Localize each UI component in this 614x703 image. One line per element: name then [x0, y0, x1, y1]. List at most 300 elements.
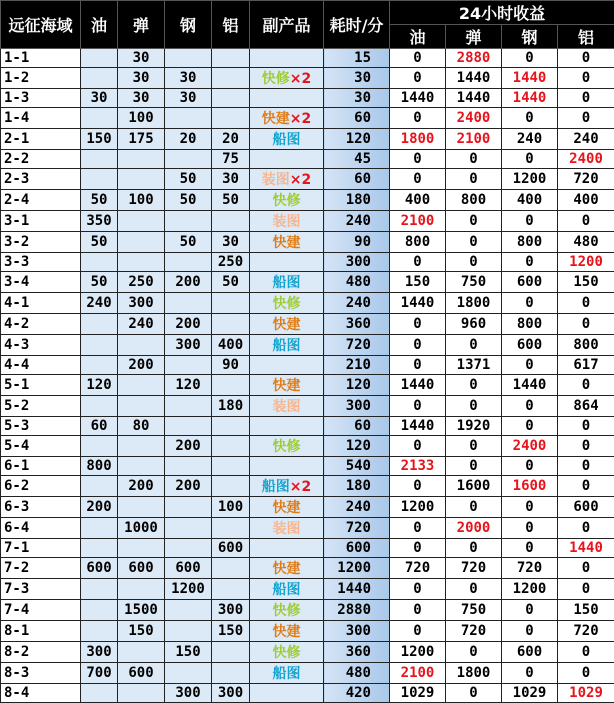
cell-steel: 50: [165, 232, 212, 253]
cell-zone: 2-2: [1, 150, 81, 169]
cell-steel: [165, 150, 212, 169]
cell-byproduct: [250, 356, 324, 375]
cell-byproduct: [250, 49, 324, 68]
cell-zone: 1-4: [1, 108, 81, 129]
cell-steel: 300: [165, 335, 212, 356]
cell-time: 240: [324, 497, 390, 518]
cell-ammo: [118, 169, 165, 190]
cell-zone: 8-1: [1, 621, 81, 642]
table-row: [1, 518, 614, 539]
table-row: [1, 232, 614, 253]
cell-bauxite: 50: [212, 190, 250, 211]
cell-income-bauxite: 240: [558, 129, 614, 150]
cell-byproduct: [250, 190, 324, 211]
cell-income-bauxite: 0: [558, 293, 614, 314]
cell-income-steel: 0: [502, 457, 558, 476]
cell-bauxite: [212, 476, 250, 497]
cell-time: 2880: [324, 600, 390, 621]
cell-income-steel: 800: [502, 232, 558, 253]
cell-time: 15: [324, 49, 390, 68]
cell-oil: [81, 518, 118, 539]
cell-time: 90: [324, 232, 390, 253]
byproduct-label: 快建: [273, 624, 301, 640]
cell-time: 300: [324, 396, 390, 417]
byproduct-label: 船图: [273, 338, 301, 354]
cell-zone: 1-2: [1, 68, 81, 89]
cell-time: 300: [324, 621, 390, 642]
cell-zone: 3-1: [1, 211, 81, 232]
cell-ammo: 300: [118, 293, 165, 314]
cell-income-bauxite: 0: [558, 642, 614, 663]
cell-zone: 7-2: [1, 558, 81, 579]
byproduct-label: 快修: [273, 439, 301, 455]
byproduct-label: 装图: [262, 172, 290, 188]
cell-oil: [81, 600, 118, 621]
byproduct-label: 快建: [273, 235, 301, 251]
cell-income-oil: 0: [390, 579, 446, 600]
header-bauxite: 铝: [212, 1, 250, 49]
cell-income-ammo: 750: [446, 272, 502, 293]
cell-ammo: 200: [118, 356, 165, 375]
cell-time: 420: [324, 684, 390, 703]
header-oil: 油: [81, 1, 118, 49]
cell-zone: 5-4: [1, 436, 81, 457]
cell-income-steel: 0: [502, 49, 558, 68]
cell-ammo: 600: [118, 663, 165, 684]
cell-time: 1440: [324, 579, 390, 600]
cell-oil: 50: [81, 272, 118, 293]
byproduct-multiplier: ×2: [290, 479, 311, 495]
cell-steel: [165, 417, 212, 436]
cell-oil: [81, 476, 118, 497]
table-row: [1, 684, 614, 703]
cell-oil: [81, 436, 118, 457]
cell-ammo: [118, 457, 165, 476]
cell-income-steel: 0: [502, 417, 558, 436]
cell-byproduct: [250, 232, 324, 253]
cell-income-ammo: 0: [446, 497, 502, 518]
cell-income-oil: 0: [390, 518, 446, 539]
cell-steel: [165, 539, 212, 558]
cell-oil: 800: [81, 457, 118, 476]
cell-ammo: 240: [118, 314, 165, 335]
byproduct-label: 快修: [262, 71, 290, 87]
cell-steel: 1200: [165, 579, 212, 600]
cell-steel: [165, 518, 212, 539]
cell-income-bauxite: 2400: [558, 150, 614, 169]
cell-zone: 2-4: [1, 190, 81, 211]
cell-byproduct: [250, 108, 324, 129]
cell-income-ammo: 0: [446, 232, 502, 253]
cell-income-oil: 1200: [390, 497, 446, 518]
cell-bauxite: [212, 642, 250, 663]
cell-byproduct: [250, 335, 324, 356]
cell-bauxite: [212, 108, 250, 129]
table-row: [1, 663, 614, 684]
cell-bauxite: [212, 436, 250, 457]
cell-bauxite: [212, 211, 250, 232]
cell-byproduct: [250, 663, 324, 684]
cell-income-oil: 0: [390, 68, 446, 89]
cell-income-bauxite: 0: [558, 663, 614, 684]
cell-byproduct: [250, 89, 324, 108]
byproduct-label: 快修: [273, 645, 301, 661]
cell-steel: 50: [165, 190, 212, 211]
cell-income-steel: 1200: [502, 169, 558, 190]
cell-zone: 1-3: [1, 89, 81, 108]
cell-income-bauxite: 720: [558, 169, 614, 190]
cell-income-steel: 0: [502, 663, 558, 684]
cell-time: 540: [324, 457, 390, 476]
cell-zone: 8-4: [1, 684, 81, 703]
cell-zone: 4-3: [1, 335, 81, 356]
cell-income-ammo: 2100: [446, 129, 502, 150]
cell-income-oil: 0: [390, 49, 446, 68]
cell-income-steel: 0: [502, 600, 558, 621]
cell-income-ammo: 2880: [446, 49, 502, 68]
cell-income-ammo: 720: [446, 621, 502, 642]
byproduct-label: 装图: [273, 214, 301, 230]
cell-income-bauxite: 0: [558, 558, 614, 579]
table-row: [1, 375, 614, 396]
cell-zone: 8-2: [1, 642, 81, 663]
cell-zone: 7-4: [1, 600, 81, 621]
cell-income-ammo: 1440: [446, 89, 502, 108]
cell-income-bauxite: 0: [558, 89, 614, 108]
header-income-ammo: 弹: [446, 25, 502, 49]
cell-time: 600: [324, 539, 390, 558]
cell-byproduct: [250, 375, 324, 396]
cell-bauxite: [212, 663, 250, 684]
table-row: [1, 293, 614, 314]
byproduct-label: 船图: [273, 666, 301, 682]
cell-income-bauxite: 600: [558, 497, 614, 518]
cell-income-bauxite: 480: [558, 232, 614, 253]
table-row: [1, 558, 614, 579]
cell-ammo: [118, 497, 165, 518]
table-row: [1, 457, 614, 476]
cell-income-bauxite: 1200: [558, 253, 614, 272]
cell-ammo: 200: [118, 476, 165, 497]
cell-oil: [81, 579, 118, 600]
byproduct-label: 快建: [273, 500, 301, 516]
byproduct-label: 船图: [273, 132, 301, 148]
cell-byproduct: [250, 642, 324, 663]
cell-income-oil: 1440: [390, 375, 446, 396]
cell-income-oil: 0: [390, 169, 446, 190]
table-row: [1, 211, 614, 232]
table-row: [1, 272, 614, 293]
cell-steel: 200: [165, 314, 212, 335]
cell-zone: 5-3: [1, 417, 81, 436]
cell-zone: 3-3: [1, 253, 81, 272]
cell-zone: 3-4: [1, 272, 81, 293]
cell-income-steel: 240: [502, 129, 558, 150]
cell-income-ammo: 0: [446, 642, 502, 663]
cell-bauxite: 150: [212, 621, 250, 642]
byproduct-multiplier: ×2: [290, 111, 311, 127]
cell-oil: [81, 49, 118, 68]
cell-income-steel: 600: [502, 642, 558, 663]
cell-steel: [165, 356, 212, 375]
table-row: [1, 253, 614, 272]
cell-bauxite: 75: [212, 150, 250, 169]
cell-ammo: [118, 335, 165, 356]
cell-ammo: [118, 684, 165, 703]
cell-income-bauxite: 720: [558, 621, 614, 642]
cell-steel: [165, 600, 212, 621]
cell-oil: 120: [81, 375, 118, 396]
cell-income-bauxite: 400: [558, 190, 614, 211]
cell-income-ammo: 0: [446, 457, 502, 476]
cell-ammo: [118, 211, 165, 232]
cell-oil: [81, 684, 118, 703]
cell-income-bauxite: 0: [558, 436, 614, 457]
cell-income-steel: 1200: [502, 579, 558, 600]
table-row: [1, 396, 614, 417]
cell-oil: [81, 539, 118, 558]
cell-income-bauxite: 1440: [558, 539, 614, 558]
cell-oil: 350: [81, 211, 118, 232]
cell-zone: 2-3: [1, 169, 81, 190]
cell-income-oil: 1800: [390, 129, 446, 150]
header-income-bauxite: 铝: [558, 25, 614, 49]
cell-steel: 600: [165, 558, 212, 579]
table-row: [1, 150, 614, 169]
cell-income-ammo: 720: [446, 558, 502, 579]
cell-zone: 2-1: [1, 129, 81, 150]
cell-income-steel: 0: [502, 150, 558, 169]
header-steel: 钢: [165, 1, 212, 49]
cell-time: 60: [324, 417, 390, 436]
table-row: [1, 497, 614, 518]
cell-oil: [81, 150, 118, 169]
table-row: [1, 190, 614, 211]
cell-bauxite: 90: [212, 356, 250, 375]
cell-byproduct: [250, 621, 324, 642]
byproduct-label: 船图: [262, 479, 290, 495]
cell-oil: [81, 68, 118, 89]
cell-income-bauxite: 0: [558, 417, 614, 436]
cell-steel: 150: [165, 642, 212, 663]
cell-income-oil: 0: [390, 335, 446, 356]
cell-time: 30: [324, 68, 390, 89]
cell-ammo: 30: [118, 49, 165, 68]
cell-oil: 700: [81, 663, 118, 684]
table-row: [1, 417, 614, 436]
cell-income-ammo: 0: [446, 150, 502, 169]
cell-income-ammo: 1920: [446, 417, 502, 436]
cell-income-oil: 1440: [390, 417, 446, 436]
cell-income-ammo: 0: [446, 436, 502, 457]
cell-income-steel: 1600: [502, 476, 558, 497]
cell-steel: [165, 663, 212, 684]
cell-zone: 8-3: [1, 663, 81, 684]
cell-income-steel: 600: [502, 335, 558, 356]
byproduct-label: 快建: [262, 111, 290, 127]
cell-income-ammo: 0: [446, 211, 502, 232]
cell-byproduct: [250, 272, 324, 293]
cell-income-steel: 600: [502, 272, 558, 293]
cell-oil: [81, 396, 118, 417]
cell-ammo: 80: [118, 417, 165, 436]
cell-bauxite: [212, 68, 250, 89]
header-byproduct: 副产品: [250, 1, 324, 49]
cell-byproduct: [250, 684, 324, 703]
cell-income-oil: 0: [390, 108, 446, 129]
cell-zone: 6-2: [1, 476, 81, 497]
cell-time: 240: [324, 293, 390, 314]
byproduct-multiplier: ×2: [290, 172, 311, 188]
table-row: [1, 68, 614, 89]
cell-byproduct: [250, 600, 324, 621]
cell-steel: 30: [165, 68, 212, 89]
cell-income-bauxite: 0: [558, 49, 614, 68]
byproduct-label: 快建: [273, 317, 301, 333]
cell-byproduct: [250, 417, 324, 436]
byproduct-label: 快修: [273, 193, 301, 209]
cell-ammo: [118, 232, 165, 253]
cell-oil: [81, 356, 118, 375]
cell-ammo: 100: [118, 190, 165, 211]
cell-income-ammo: 1800: [446, 293, 502, 314]
cell-income-oil: 0: [390, 396, 446, 417]
cell-income-bauxite: 0: [558, 579, 614, 600]
cell-byproduct: [250, 169, 324, 190]
cell-bauxite: 180: [212, 396, 250, 417]
cell-ammo: [118, 150, 165, 169]
table-row: [1, 436, 614, 457]
cell-time: 720: [324, 518, 390, 539]
cell-zone: 6-1: [1, 457, 81, 476]
cell-byproduct: [250, 129, 324, 150]
cell-oil: 30: [81, 89, 118, 108]
cell-income-bauxite: 0: [558, 457, 614, 476]
cell-income-bauxite: 0: [558, 314, 614, 335]
table-header: [1, 1, 614, 49]
cell-ammo: [118, 375, 165, 396]
cell-zone: 4-4: [1, 356, 81, 375]
cell-zone: 5-1: [1, 375, 81, 396]
cell-income-steel: 0: [502, 211, 558, 232]
cell-bauxite: [212, 293, 250, 314]
cell-income-oil: 800: [390, 232, 446, 253]
cell-oil: [81, 108, 118, 129]
cell-byproduct: [250, 253, 324, 272]
cell-income-steel: 2400: [502, 436, 558, 457]
cell-income-bauxite: 150: [558, 272, 614, 293]
cell-income-steel: 0: [502, 518, 558, 539]
cell-ammo: 250: [118, 272, 165, 293]
cell-ammo: [118, 579, 165, 600]
cell-income-bauxite: 1029: [558, 684, 614, 703]
cell-income-steel: 0: [502, 621, 558, 642]
byproduct-label: 船图: [273, 275, 301, 291]
cell-bauxite: 400: [212, 335, 250, 356]
cell-oil: 150: [81, 129, 118, 150]
cell-time: 120: [324, 375, 390, 396]
cell-zone: 4-2: [1, 314, 81, 335]
cell-steel: 120: [165, 375, 212, 396]
cell-time: 120: [324, 129, 390, 150]
cell-steel: [165, 108, 212, 129]
cell-bauxite: [212, 89, 250, 108]
cell-income-oil: 150: [390, 272, 446, 293]
cell-steel: 200: [165, 476, 212, 497]
cell-bauxite: 100: [212, 497, 250, 518]
cell-ammo: [118, 436, 165, 457]
table-row: [1, 539, 614, 558]
cell-time: 300: [324, 253, 390, 272]
cell-time: 480: [324, 272, 390, 293]
cell-ammo: 30: [118, 68, 165, 89]
table-row: [1, 49, 614, 68]
cell-income-oil: 1440: [390, 293, 446, 314]
cell-bauxite: [212, 49, 250, 68]
cell-ammo: [118, 396, 165, 417]
cell-byproduct: [250, 211, 324, 232]
cell-ammo: 600: [118, 558, 165, 579]
table-row: [1, 642, 614, 663]
cell-time: 180: [324, 476, 390, 497]
cell-steel: 200: [165, 436, 212, 457]
cell-bauxite: 50: [212, 272, 250, 293]
cell-income-steel: 0: [502, 356, 558, 375]
cell-income-oil: 720: [390, 558, 446, 579]
cell-income-bauxite: 0: [558, 476, 614, 497]
cell-steel: 30: [165, 89, 212, 108]
cell-income-bauxite: 617: [558, 356, 614, 375]
cell-zone: 1-1: [1, 49, 81, 68]
cell-time: 480: [324, 663, 390, 684]
cell-byproduct: [250, 497, 324, 518]
cell-income-bauxite: 864: [558, 396, 614, 417]
cell-income-ammo: 1600: [446, 476, 502, 497]
cell-income-ammo: 2400: [446, 108, 502, 129]
cell-income-steel: 800: [502, 314, 558, 335]
cell-time: 60: [324, 108, 390, 129]
cell-income-oil: 1029: [390, 684, 446, 703]
header-income-steel: 钢: [502, 25, 558, 49]
cell-income-oil: 0: [390, 539, 446, 558]
cell-time: 240: [324, 211, 390, 232]
cell-steel: [165, 396, 212, 417]
cell-byproduct: [250, 314, 324, 335]
table-row: [1, 335, 614, 356]
cell-steel: 300: [165, 684, 212, 703]
cell-oil: [81, 621, 118, 642]
cell-income-bauxite: 0: [558, 518, 614, 539]
cell-time: 1200: [324, 558, 390, 579]
cell-steel: [165, 49, 212, 68]
cell-bauxite: 30: [212, 232, 250, 253]
cell-zone: 7-1: [1, 539, 81, 558]
byproduct-label: 快建: [273, 561, 301, 577]
cell-income-oil: 0: [390, 356, 446, 375]
cell-bauxite: 600: [212, 539, 250, 558]
cell-bauxite: 250: [212, 253, 250, 272]
cell-oil: [81, 335, 118, 356]
cell-time: 720: [324, 335, 390, 356]
cell-oil: 600: [81, 558, 118, 579]
header-time: 耗时/分: [324, 1, 390, 49]
cell-income-steel: 720: [502, 558, 558, 579]
cell-income-ammo: 0: [446, 539, 502, 558]
header-ammo: 弹: [118, 1, 165, 49]
cell-steel: [165, 457, 212, 476]
cell-income-oil: 1200: [390, 642, 446, 663]
cell-time: 180: [324, 190, 390, 211]
